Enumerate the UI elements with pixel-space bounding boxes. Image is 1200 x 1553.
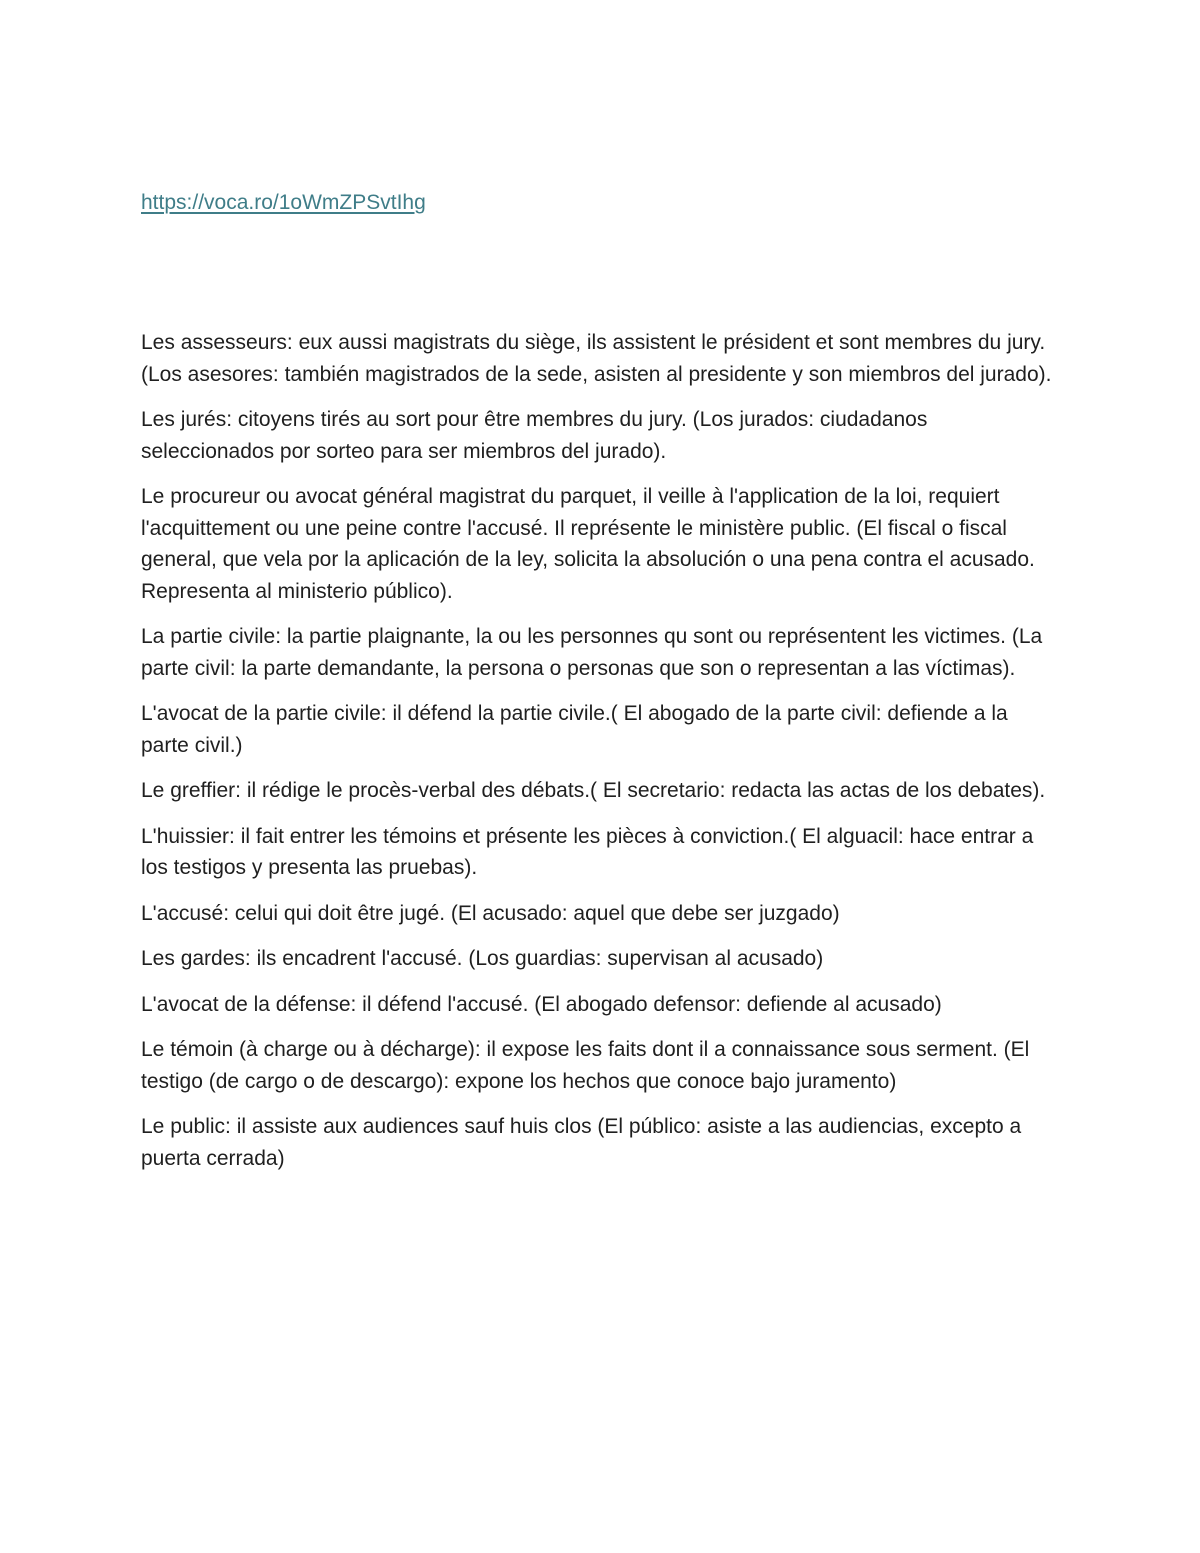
entry-assesseurs: Les assesseurs: eux aussi magistrats du siège, ils assistent le président et sont membres du jury. (Los asesores: también magistrados de la sede, asisten al presidente y son miembros del jurado).: [141, 331, 1052, 386]
entry-avocat-defense: L'avocat de la défense: il défend l'accusé. (El abogado defensor: defiende al acusado): [141, 992, 942, 1016]
entry-procureur: Le procureur ou avocat général magistrat du parquet, il veille à l'application de la loi, requiert l'acquittement ou une peine contre l'accusé. Il représente le ministère public. (El fiscal o fiscal general, que vela por la aplicación de la ley, solicita la absolución o una pena contra el acusado. Representa al ministerio público).: [141, 485, 1035, 603]
entry-jures: Les jurés: citoyens tirés au sort pour être membres du jury. (Los jurados: ciudadanos seleccionados por sorteo para ser miembros del jurado).: [141, 408, 928, 463]
entry-greffier: Le greffier: il rédige le procès-verbal des débats.( El secretario: redacta las actas de los debates).: [141, 779, 1046, 802]
entry-avocat-partie-civile: L'avocat de la partie civile: il défend la partie civile.( El abogado de la parte civil: defiende a la parte civil.): [141, 702, 1008, 757]
voca-audio-link[interactable]: https://voca.ro/1oWmZPSvtIhg: [141, 191, 426, 214]
entry-temoin: Le témoin (à charge ou à décharge): il expose les faits dont il a connaissance sous serment. (El testigo (de cargo o de descargo): expone los hechos que conoce bajo juramento): [141, 1038, 1030, 1093]
entry-accuse: L'accusé: celui qui doit être jugé. (El acusado: aquel que debe ser juzgado): [141, 901, 840, 925]
glossary-list: [141, 327, 1061, 1188]
entry-gardes: Les gardes: ils encadrent l'accusé. (Los guardias: supervisan al acusado): [141, 947, 824, 970]
entry-partie-civile: La partie civile: la partie plaignante, la ou les personnes qu sont ou représentent les victimes. (La parte civil: la parte demandante, la persona o personas que son o representan a las víctimas).: [141, 625, 1043, 680]
entry-huissier: L'huissier: il fait entrer les témoins et présente les pièces à conviction.( El alguacil: hace entrar a los testigos y presenta las pruebas).: [141, 824, 1034, 879]
entry-public: Le public: il assiste aux audiences sauf huis clos (El público: asiste a las audiencias, excepto a puerta cerrada): [141, 1115, 1022, 1170]
